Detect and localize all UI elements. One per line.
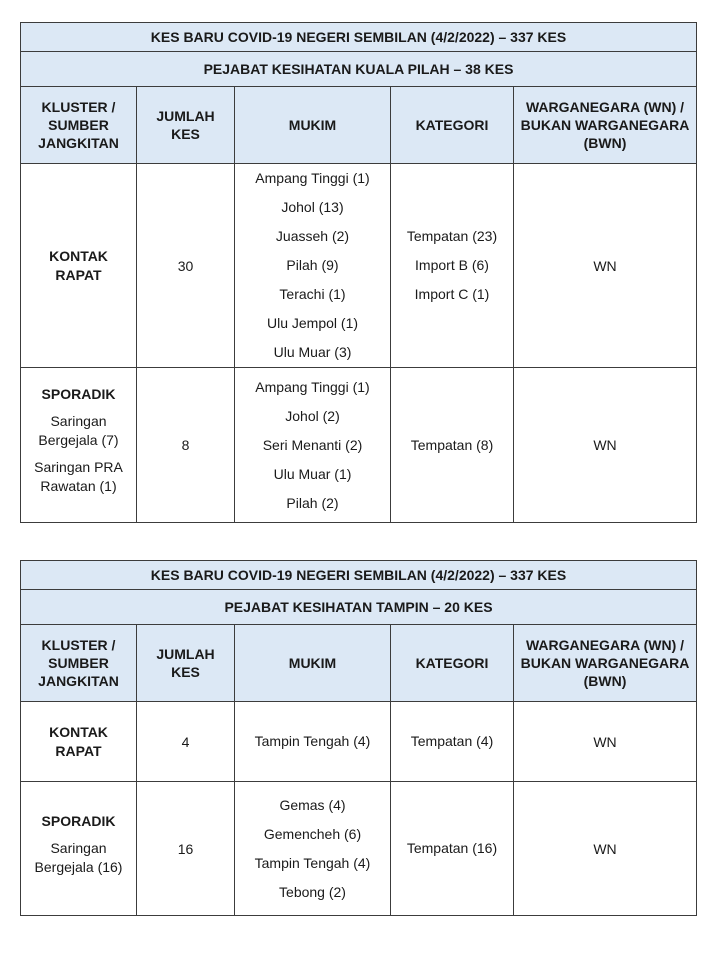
- count-cell: 30: [137, 164, 235, 368]
- kategori-item: Tempatan (16): [406, 840, 498, 856]
- header-count: JUMLAH KES: [137, 625, 235, 702]
- mukim-item: Pilah (9): [286, 257, 339, 273]
- mukim-cell: [235, 782, 391, 916]
- cluster-label: SPORADIK: [41, 812, 116, 829]
- mukim-item: Gemas (4): [279, 796, 346, 813]
- header-count: JUMLAH KES: [137, 87, 235, 164]
- mukim-item: Ulu Muar (1): [273, 465, 352, 482]
- header-mukim: MUKIM: [235, 87, 391, 164]
- count-cell: 16: [137, 782, 235, 916]
- kategori-cell: [391, 702, 514, 782]
- mukim-cell: [235, 164, 391, 368]
- kategori-cell: [391, 164, 514, 368]
- header-kategori: KATEGORI: [391, 625, 514, 702]
- header-kategori: KATEGORI: [391, 87, 514, 164]
- header-cluster: KLUSTER / SUMBER JANGKITAN: [21, 87, 137, 164]
- mukim-item: Ulu Jempol (1): [266, 315, 359, 331]
- mukim-item: Johol (13): [281, 199, 344, 215]
- table-row: [21, 782, 697, 916]
- mukim-item: Johol (2): [285, 407, 340, 424]
- cluster-label: SPORADIK: [41, 386, 116, 402]
- tampin-table: [20, 560, 697, 916]
- table-title: KES BARU COVID-19 NEGERI SEMBILAN (4/2/2022) – 337 KES: [21, 561, 697, 590]
- mukim-cell: [235, 702, 391, 782]
- header-citizenship: WARGANEGARA (WN) / BUKAN WARGANEGARA (BWN): [514, 87, 697, 164]
- mukim-item: Seri Menanti (2): [262, 436, 363, 453]
- table-row: [21, 164, 697, 368]
- mukim-item: Terachi (1): [279, 286, 346, 302]
- mukim-item: Juasseh (2): [275, 228, 350, 244]
- table-subtitle: PEJABAT KESIHATAN KUALA PILAH – 38 KES: [21, 52, 697, 87]
- kategori-item: Tempatan (8): [410, 436, 494, 453]
- kategori-item: Import B (6): [415, 257, 489, 273]
- kuala-pilah-table: [20, 22, 697, 523]
- kategori-cell: [391, 782, 514, 916]
- mukim-item: Pilah (2): [286, 494, 339, 511]
- table-row: [21, 702, 697, 782]
- cluster-cell: [21, 368, 137, 523]
- citizenship-cell: WN: [514, 164, 697, 368]
- mukim-item: Tampin Tengah (4): [254, 854, 371, 871]
- mukim-item: Ulu Muar (3): [273, 344, 352, 360]
- citizenship-cell: WN: [514, 782, 697, 916]
- kategori-item: Tempatan (4): [410, 733, 494, 749]
- mukim-item: Ampang Tinggi (1): [255, 170, 370, 186]
- kategori-item: Import C (1): [414, 286, 490, 302]
- cluster-cell: KONTAK RAPAT: [21, 702, 137, 782]
- kategori-cell: [391, 368, 514, 523]
- table-subtitle: PEJABAT KESIHATAN TAMPIN – 20 KES: [21, 590, 697, 625]
- table-title: KES BARU COVID-19 NEGERI SEMBILAN (4/2/2022) – 337 KES: [21, 23, 697, 52]
- cluster-sub-item: Saringan Bergejala (16): [34, 839, 123, 875]
- citizenship-cell: WN: [514, 368, 697, 523]
- mukim-item: Tebong (2): [279, 883, 346, 900]
- mukim-item: Tampin Tengah (4): [254, 733, 371, 749]
- count-cell: 4: [137, 702, 235, 782]
- table-row: [21, 368, 697, 523]
- header-cluster: KLUSTER / SUMBER JANGKITAN: [21, 625, 137, 702]
- kategori-item: Tempatan (23): [406, 228, 498, 244]
- mukim-item: Gemencheh (6): [263, 825, 362, 842]
- cluster-sub-item: Saringan Bergejala (7): [38, 413, 119, 448]
- count-cell: 8: [137, 368, 235, 523]
- citizenship-cell: WN: [514, 702, 697, 782]
- mukim-cell: [235, 368, 391, 523]
- header-citizenship: WARGANEGARA (WN) / BUKAN WARGANEGARA (BWN): [514, 625, 697, 702]
- cluster-cell: [21, 782, 137, 916]
- cluster-sub-item: Saringan PRA Rawatan (1): [34, 459, 123, 494]
- header-mukim: MUKIM: [235, 625, 391, 702]
- mukim-item: Ampang Tinggi (1): [255, 378, 370, 395]
- cluster-cell: KONTAK RAPAT: [21, 164, 137, 368]
